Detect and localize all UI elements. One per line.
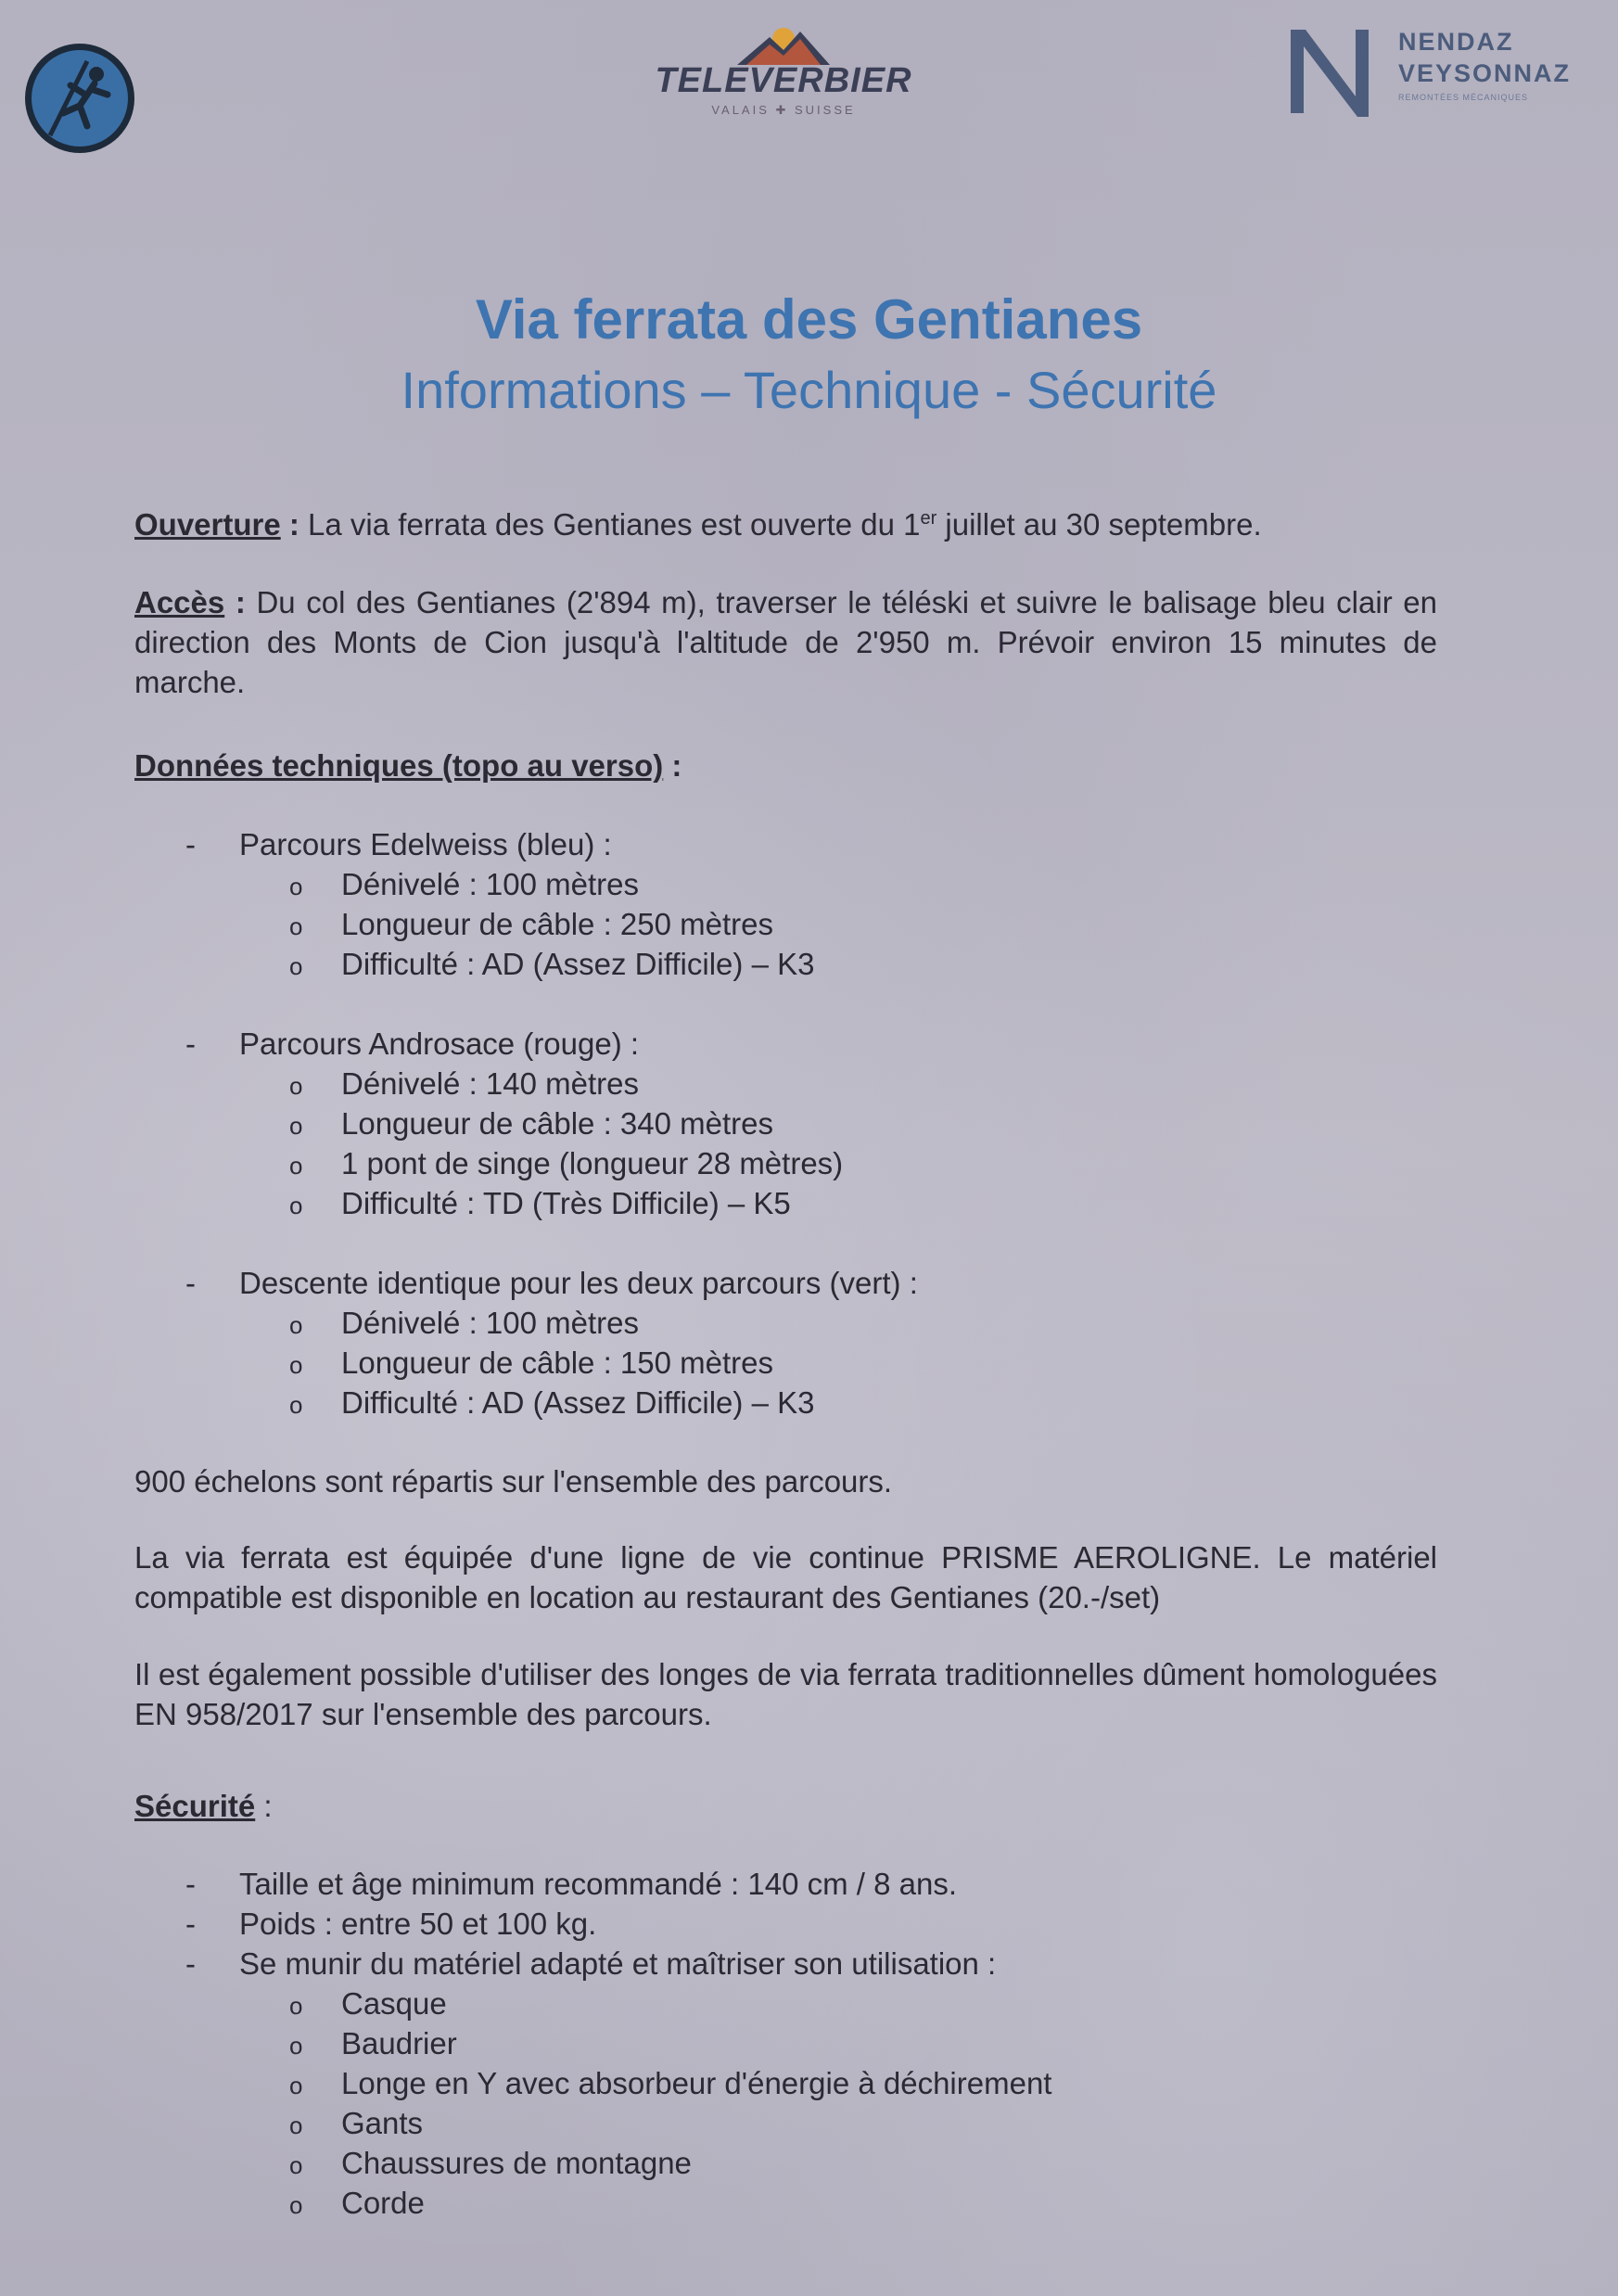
item-text: Longueur de câble : 340 mètres [341, 1106, 773, 1141]
page-subtitle: Informations – Technique - Sécurité [401, 361, 1217, 419]
donnees-heading [134, 746, 1437, 785]
longes-paragraph: Il est également possible d'utiliser des longes de via ferrata traditionnelles dûment homologuées EN 958/2017 sur l'ensemble des parcours. [134, 1657, 1437, 1731]
item-text: Poids : entre 50 et 100 kg. [239, 1907, 597, 1941]
acces-label: Accès [134, 585, 225, 619]
list-item [289, 2023, 457, 2066]
securite-label: Sécurité [134, 1789, 256, 1823]
item-text: Dénivelé : 100 mètres [341, 867, 639, 901]
n-letter-icon [1280, 20, 1382, 122]
item-text: Dénivelé : 100 mètres [341, 1306, 639, 1340]
donnees-label: Données techniques (topo au verso) [134, 748, 664, 783]
circle-bullet: o [289, 1192, 303, 1219]
circle-bullet: o [289, 912, 303, 940]
circle-bullet: o [289, 1351, 303, 1379]
list-item [185, 1944, 996, 1983]
televerbier-subtitle: VALAIS ✚ SUISSE [711, 103, 856, 117]
nendaz-text: NENDAZ [1398, 28, 1514, 56]
ouverture-sup: er [920, 508, 937, 529]
item-text: Casque [341, 1986, 447, 2021]
group-heading-edelweiss: Parcours Edelweiss (bleu) : [239, 827, 612, 861]
televerbier-wordmark: TELEVERBIER [655, 61, 912, 100]
item-text: Dénivelé : 140 mètres [341, 1066, 639, 1101]
list-item [289, 1303, 639, 1346]
televerbier-logo [649, 19, 918, 139]
circle-bullet: o [289, 2191, 303, 2219]
list-item [289, 1064, 639, 1106]
item-text: Taille et âge minimum recommandé : 140 cm / 8 ans. [239, 1867, 958, 1901]
circle-bullet: o [289, 1152, 303, 1180]
circle-bullet: o [289, 1391, 303, 1419]
item-text: Longe en Y avec absorbeur d'énergie à déchirement [341, 2066, 1052, 2100]
circle-bullet: o [289, 2072, 303, 2099]
circle-bullet: o [289, 2111, 303, 2139]
list-item [185, 1864, 957, 1904]
ouverture-text-a: La via ferrata des Gentianes est ouverte du 1 [308, 507, 921, 542]
list-item [185, 1263, 918, 1303]
list-item [289, 1343, 773, 1385]
acces-paragraph [134, 582, 1437, 702]
list-item [289, 2143, 692, 2186]
list-item [289, 1143, 843, 1186]
veysonnaz-text: VEYSONNAZ [1398, 59, 1572, 87]
circle-bullet: o [289, 873, 303, 900]
list-item [185, 1904, 596, 1944]
list-item [289, 2063, 1051, 2106]
circle-bullet: o [289, 1992, 303, 2020]
circle-bullet: o [289, 1072, 303, 1100]
item-text: Difficulté : AD (Assez Difficile) – K3 [341, 1385, 815, 1420]
ouverture-label: Ouverture [134, 507, 281, 542]
dash-bullet: - [185, 1027, 196, 1061]
list-item [289, 2183, 425, 2226]
item-text: 1 pont de singe (longueur 28 mètres) [341, 1146, 844, 1180]
item-text: Se munir du matériel adapté et maîtriser son utilisation : [239, 1946, 997, 1981]
group-heading-androsace: Parcours Androsace (rouge) : [239, 1027, 640, 1061]
group-heading-descente: Descente identique pour les deux parcours (vert) : [239, 1266, 918, 1300]
item-text: Difficulté : AD (Assez Difficile) – K3 [341, 947, 815, 981]
dash-bullet: - [185, 1907, 196, 1941]
list-item [289, 1103, 773, 1146]
list-item [185, 1024, 639, 1064]
circle-bullet: o [289, 2032, 303, 2060]
item-text: Gants [341, 2106, 424, 2140]
list-item [289, 2103, 423, 2146]
echelons-paragraph: 900 échelons sont répartis sur l'ensemble des parcours. [134, 1464, 893, 1499]
circle-bullet: o [289, 1311, 303, 1339]
item-text: Longueur de câble : 150 mètres [341, 1346, 773, 1380]
remontees-tagline: REMONTÉES MÉCANIQUES [1398, 93, 1529, 102]
list-item [289, 944, 814, 987]
donnees-sep: : [663, 748, 682, 783]
ouverture-sep: : [280, 507, 309, 542]
list-item [289, 1383, 814, 1425]
circle-bullet: o [289, 2151, 303, 2179]
acces-sep: : [224, 585, 257, 619]
dash-bullet: - [185, 827, 196, 861]
acces-text: Du col des Gentianes (2'894 m), traverser le téléski et suivre le balisage bleu clair en direction des Monts de Cion jusqu'à l'altitude de 2'950 m. Prévoir environ 15 minutes de marche. [134, 585, 1437, 699]
list-item [289, 864, 639, 907]
securite-sep: : [255, 1789, 273, 1823]
item-text: Corde [341, 2186, 425, 2220]
list-item [289, 1983, 447, 2026]
ouverture-paragraph [134, 504, 1437, 544]
list-item [185, 824, 612, 864]
climber-logo-icon [22, 41, 137, 156]
item-text: Longueur de câble : 250 mètres [341, 907, 773, 941]
circle-bullet: o [289, 952, 303, 980]
dash-bullet: - [185, 1266, 196, 1300]
dash-bullet: - [185, 1867, 196, 1901]
ligne-vie-paragraph: La via ferrata est équipée d'une ligne de vie continue PRISME AEROLIGNE. Le matériel compatible est disponible en location au restaurant des Gentianes (20.-/set) [134, 1540, 1437, 1614]
list-item [289, 1183, 791, 1226]
item-text: Difficulté : TD (Très Difficile) – K5 [341, 1186, 791, 1220]
dash-bullet: - [185, 1946, 196, 1981]
nendaz-veysonnaz-logo [1280, 20, 1586, 122]
circle-bullet: o [289, 1112, 303, 1140]
page-title: Via ferrata des Gentianes [475, 288, 1143, 351]
list-item [289, 904, 773, 947]
item-text: Baudrier [341, 2026, 457, 2060]
mountain-sun-icon [728, 19, 839, 67]
item-text: Chaussures de montagne [341, 2146, 692, 2180]
securite-heading [134, 1786, 1437, 1826]
ouverture-text-b: juillet au 30 septembre. [936, 507, 1262, 542]
